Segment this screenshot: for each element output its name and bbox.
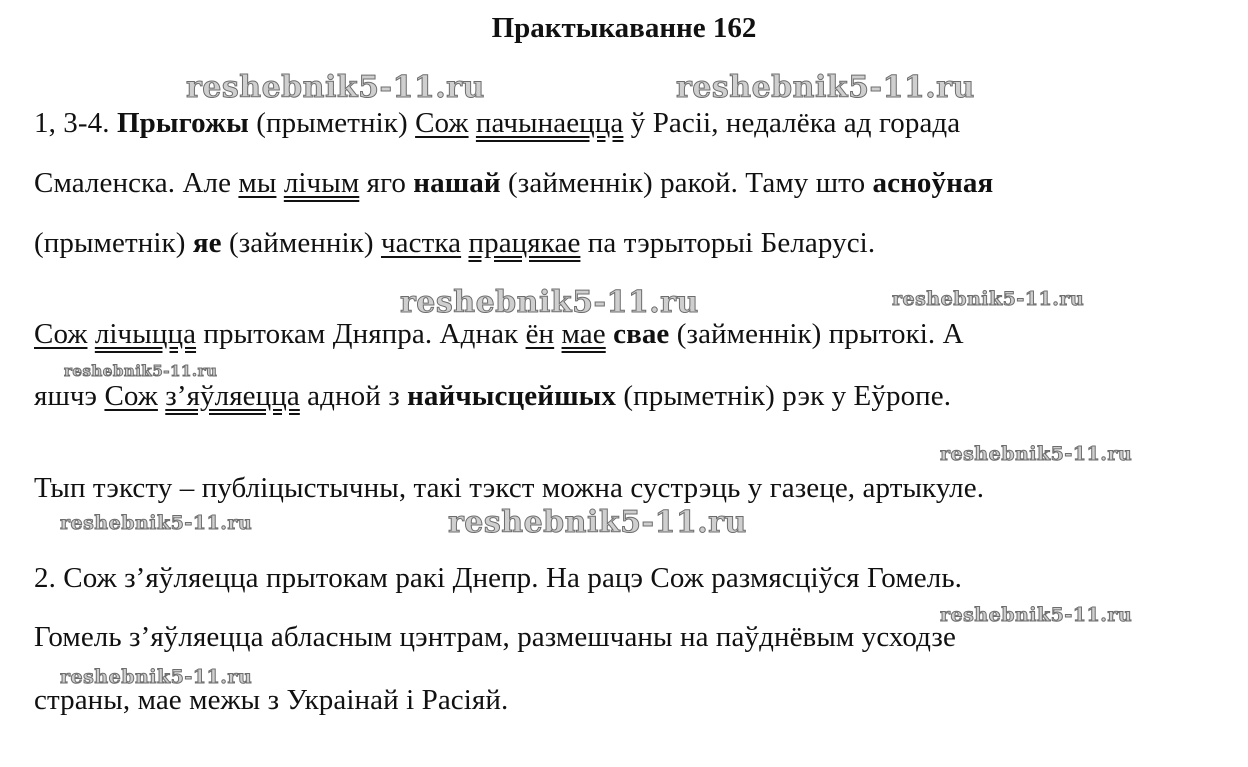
paragraph-4-line-2: Гомель з’яўляецца абласным цэнтрам, размешчаны на паўднёвым усходзе [34,621,956,653]
paragraph-1-line-3: (прыметнік) яе (займеннік) частка працякае па тэрыторыі Беларусі. [34,227,876,259]
watermark: reshebnik5-11.ru [60,512,253,534]
watermark: reshebnik5-11.ru [400,285,699,320]
watermark: reshebnik5-11.ru [940,604,1133,626]
watermark: reshebnik5-11.ru [64,362,218,380]
paragraph-2-line-2: яшчэ Сож з’яўляецца адной з найчысцейшых (прыметнік) рэк у Еўропе. [34,380,952,412]
page-title: Практыкаванне 162 [491,12,757,44]
paragraph-1-line-2: Смаленска. Але мы лічым яго нашай (займеннік) ракой. Таму што асноўная [34,167,994,199]
watermark: reshebnik5-11.ru [60,666,253,688]
watermark: reshebnik5-11.ru [186,70,485,105]
paragraph-2-line-1: Сож лічыцца прытокам Дняпра. Аднак ён мае свае (займеннік) прытокі. А [34,318,964,350]
paragraph-3: Тып тэксту – публіцыстычны, такі тэкст можна сустрэць у газеце, артыкуле. [34,472,985,504]
paragraph-4-line-1: 2. Сож з’яўляецца прытокам ракі Днепр. На рацэ Сож размясціўся Гомель. [34,562,962,594]
watermark: reshebnik5-11.ru [676,70,975,105]
paragraph-1-line-1: 1, 3-4. Прыгожы (прыметнік) Сож пачынаецца ў Расіі, недалёка ад горада [34,107,961,139]
watermark: reshebnik5-11.ru [448,505,747,540]
watermark: reshebnik5-11.ru [892,288,1085,310]
watermark: reshebnik5-11.ru [940,443,1133,465]
paragraph-4-line-3: страны, мае межы з Украінай і Расіяй. [34,684,509,716]
